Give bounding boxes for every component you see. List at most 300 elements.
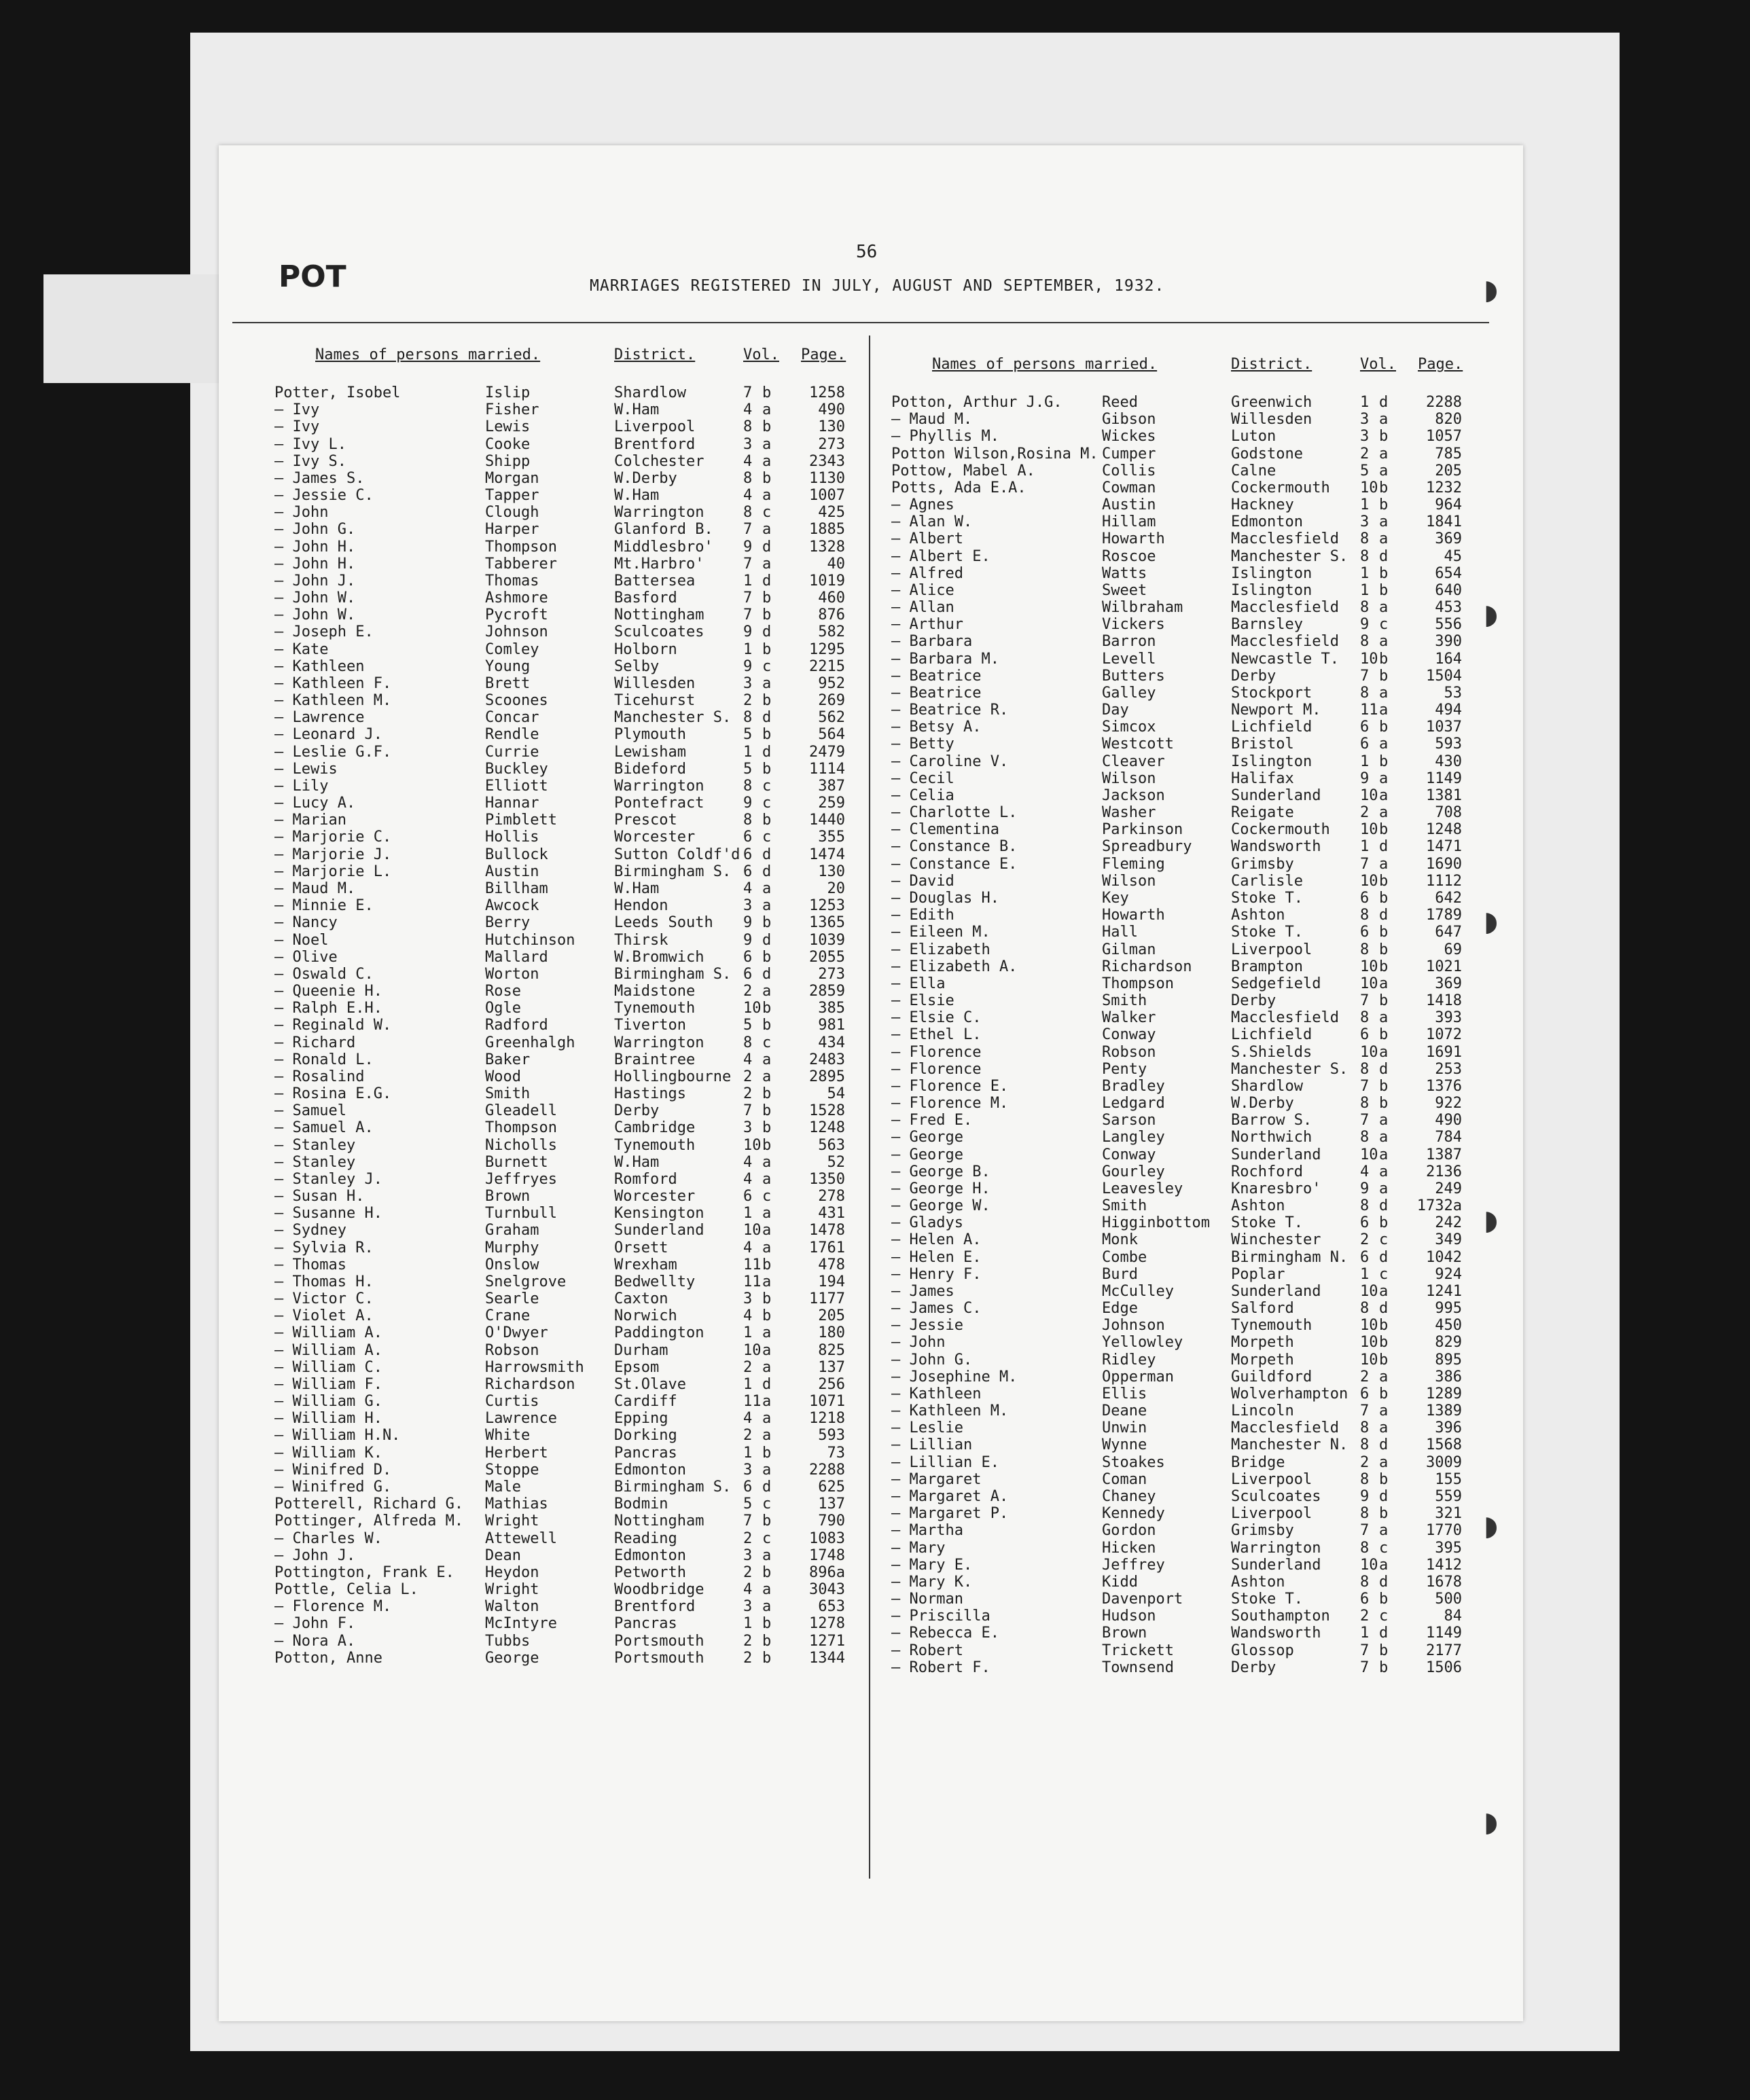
- table-row: [274, 1376, 872, 1393]
- entry-vol-letter: c: [762, 777, 772, 795]
- entry-district: Greenwich: [1231, 394, 1312, 411]
- entry-vol: 9: [1360, 1180, 1370, 1197]
- entry-name: — John H.: [274, 555, 356, 573]
- entry-spouse: McIntyre: [485, 1615, 557, 1633]
- entry-vol-letter: a: [762, 1324, 772, 1342]
- entry-spouse: Attewell: [485, 1529, 557, 1547]
- entry-vol-letter: b: [1379, 1095, 1389, 1112]
- entry-district: Glossop: [1231, 1642, 1294, 1659]
- entry-vol: 10: [1360, 1282, 1378, 1300]
- entry-page: 434: [818, 1034, 845, 1051]
- entry-vol: 3: [743, 1461, 753, 1479]
- entry-spouse: Kennedy: [1102, 1505, 1165, 1523]
- entry-name: — Rebecca E.: [891, 1625, 999, 1642]
- entry-name: — Reginald W.: [274, 1017, 392, 1034]
- entry-vol: 1: [1360, 581, 1370, 599]
- entry-vol: 6: [743, 948, 753, 966]
- entry-name: — Fred E.: [891, 1112, 973, 1129]
- entry-vol: 9: [1360, 616, 1370, 634]
- entry-spouse: Howarth: [1102, 530, 1165, 548]
- entry-spouse: Mallard: [485, 948, 548, 966]
- entry-vol-letter: c: [1379, 1231, 1389, 1249]
- entry-spouse: Reed: [1102, 394, 1138, 411]
- entry-page: 1083: [809, 1529, 845, 1547]
- entry-page: 430: [1435, 753, 1462, 770]
- entry-vol-letter: a: [1379, 736, 1389, 753]
- entry-vol-letter: b: [762, 1085, 772, 1103]
- entry-vol-letter: b: [762, 1290, 772, 1308]
- entry-vol-letter: b: [762, 726, 772, 744]
- entry-name: — William F.: [274, 1375, 382, 1393]
- entry-vol: 11: [743, 1393, 762, 1411]
- entry-spouse: Collis: [1102, 462, 1156, 479]
- entry-district: Macclesfield: [1231, 599, 1339, 617]
- entry-vol-letter: c: [762, 829, 772, 846]
- entry-vol-letter: d: [762, 965, 772, 983]
- table-row: [274, 1000, 872, 1017]
- entry-name: — William H.N.: [274, 1427, 401, 1445]
- entry-vol-letter: b: [1379, 1659, 1389, 1676]
- entry-name: — John G.: [274, 521, 356, 539]
- entry-district: Sunderland: [1231, 1282, 1321, 1300]
- entry-page: 1328: [809, 538, 845, 556]
- entry-spouse: Searle: [485, 1290, 539, 1308]
- entry-spouse: Stoppe: [485, 1461, 539, 1479]
- entry-name: — Florence M.: [891, 1095, 1009, 1112]
- entry-vol: 1: [743, 572, 753, 590]
- entry-vol: 4: [743, 1170, 753, 1188]
- entry-vol: 8: [1360, 1009, 1370, 1027]
- table-row: [274, 1102, 872, 1119]
- entry-district: Woodbridge: [614, 1581, 704, 1599]
- table-row: [274, 1547, 872, 1564]
- entry-name: — Victor C.: [274, 1290, 374, 1308]
- entry-vol: 10: [1360, 1146, 1378, 1163]
- entry-page: 84: [1444, 1608, 1462, 1625]
- index-code: POT: [279, 259, 346, 294]
- entry-page: 563: [818, 1136, 845, 1154]
- entry-district: Stockport: [1231, 684, 1312, 702]
- entry-vol: 10: [1360, 821, 1378, 839]
- entry-list: [891, 394, 1489, 1676]
- entry-vol: 7: [1360, 855, 1370, 873]
- entry-spouse: Thompson: [485, 1119, 557, 1137]
- header-vol: Vol.: [743, 346, 779, 363]
- entry-vol: 2: [1360, 1368, 1370, 1386]
- table-row: [274, 1034, 872, 1051]
- entry-name: — Kathleen F.: [274, 674, 392, 692]
- table-row: [891, 1488, 1489, 1505]
- entry-vol: 8: [743, 418, 753, 436]
- entry-page: 155: [1435, 1470, 1462, 1488]
- entry-page: 453: [1435, 599, 1462, 617]
- entry-vol-letter: d: [1379, 1436, 1389, 1454]
- entry-district: W.Ham: [614, 880, 660, 897]
- table-row: [891, 838, 1489, 855]
- entry-vol-letter: d: [762, 1375, 772, 1393]
- entry-page: 2288: [1426, 394, 1462, 411]
- entry-district: W.Derby: [614, 469, 677, 487]
- entry-name: — Margaret P.: [891, 1505, 1009, 1523]
- entry-page: 1789: [1426, 907, 1462, 924]
- entry-name: — Elsie: [891, 992, 954, 1010]
- entry-district: Sculcoates: [1231, 1488, 1321, 1505]
- entry-page: 259: [818, 795, 845, 812]
- entry-name: — Margaret A.: [891, 1488, 1009, 1505]
- entry-district: Shardlow: [1231, 1077, 1303, 1095]
- entry-vol-letter: d: [1379, 547, 1389, 565]
- entry-page: 1112: [1426, 872, 1462, 890]
- entry-page: 45: [1444, 547, 1462, 565]
- entry-name: — Douglas H.: [891, 889, 999, 907]
- entry-spouse: Worton: [485, 965, 539, 983]
- entry-vol: 3: [743, 674, 753, 692]
- entry-vol-letter: c: [1379, 616, 1389, 634]
- entry-name: — Ethel L.: [891, 1026, 982, 1044]
- entry-district: Battersea: [614, 572, 696, 590]
- entry-spouse: Coman: [1102, 1470, 1147, 1488]
- entry-page: 964: [1435, 496, 1462, 514]
- table-row: [274, 1017, 872, 1034]
- entry-district: Lewisham: [614, 743, 686, 761]
- table-row: [274, 1359, 872, 1376]
- entry-vol: 2: [743, 1529, 753, 1547]
- entry-vol-letter: c: [1379, 1608, 1389, 1625]
- entry-name: — Olive: [274, 948, 338, 966]
- entry-page: 1177: [809, 1290, 845, 1308]
- entry-name: — Robert F.: [891, 1659, 990, 1676]
- entry-district: Sedgefield: [1231, 975, 1321, 992]
- entry-district: Barrow S.: [1231, 1112, 1312, 1129]
- entry-spouse: Ledgard: [1102, 1095, 1165, 1112]
- table-row: [891, 1574, 1489, 1591]
- entry-vol-letter: b: [1379, 719, 1389, 736]
- entry-vol: 3: [743, 1290, 753, 1308]
- entry-vol: 1: [743, 1444, 753, 1462]
- entry-district: Manchester S.: [614, 709, 732, 727]
- table-row: [274, 1307, 872, 1324]
- entry-name: Pottow, Mabel A.: [891, 462, 1035, 479]
- entry-district: Hackney: [1231, 496, 1294, 514]
- table-row: [274, 658, 872, 675]
- entry-spouse: Chaney: [1102, 1488, 1156, 1505]
- entry-vol-letter: c: [1379, 1265, 1389, 1283]
- entry-vol-letter: d: [762, 743, 772, 761]
- entry-vol: 6: [1360, 1214, 1370, 1232]
- entry-vol-letter: c: [762, 504, 772, 522]
- entry-district: Derby: [614, 1102, 660, 1120]
- entry-page: 952: [818, 674, 845, 692]
- entry-spouse: Wood: [485, 1068, 521, 1085]
- entry-page: 1007: [809, 487, 845, 505]
- table-row: [891, 1163, 1489, 1180]
- entry-district: Ashton: [1231, 907, 1285, 924]
- entry-vol: 8: [743, 504, 753, 522]
- entry-vol: 9: [743, 538, 753, 556]
- entry-district: Tynemouth: [614, 1000, 696, 1017]
- entry-district: Epsom: [614, 1358, 660, 1376]
- entry-spouse: Awcock: [485, 897, 539, 915]
- entry-page: 242: [1435, 1214, 1462, 1232]
- table-row: [274, 914, 872, 931]
- entry-district: Warrington: [614, 504, 704, 522]
- entry-district: St.Olave: [614, 1375, 686, 1393]
- entry-vol-letter: a: [1379, 1453, 1389, 1471]
- entry-vol-letter: b: [762, 1615, 772, 1633]
- entry-district: Sunderland: [1231, 786, 1321, 804]
- entry-spouse: Hannar: [485, 795, 539, 812]
- entry-district: Guildford: [1231, 1368, 1312, 1386]
- entry-vol: 7: [743, 555, 753, 573]
- entry-page: 654: [1435, 564, 1462, 582]
- entry-name: — Nancy: [274, 914, 338, 932]
- entry-vol: 10: [743, 1000, 762, 1017]
- entry-vol: 10: [1360, 1317, 1378, 1335]
- entry-vol-letter: a: [1379, 1282, 1389, 1300]
- entry-district: Portsmouth: [614, 1649, 704, 1667]
- entry-vol: 8: [743, 812, 753, 829]
- entry-district: Hendon: [614, 897, 668, 915]
- entry-vol: 2: [1360, 1608, 1370, 1625]
- entry-spouse: Sarson: [1102, 1112, 1156, 1129]
- entry-vol-letter: a: [1379, 770, 1389, 787]
- entry-page: 1841: [1426, 513, 1462, 531]
- entry-spouse: Ogle: [485, 1000, 521, 1017]
- entry-vol-letter: c: [762, 1188, 772, 1206]
- entry-spouse: Herbert: [485, 1444, 548, 1462]
- punch-hole-icon: ◗: [1484, 274, 1499, 306]
- entry-district: Pancras: [614, 1615, 677, 1633]
- entry-vol-letter: b: [1379, 1505, 1389, 1523]
- entry-district: Birmingham N.: [1231, 1248, 1349, 1266]
- entry-vol-letter: a: [1379, 1043, 1389, 1061]
- table-row: [891, 1317, 1489, 1334]
- entry-name: — Barbara: [891, 633, 973, 651]
- entry-spouse: Bullock: [485, 846, 548, 863]
- entry-vol-letter: a: [1379, 633, 1389, 651]
- entry-name: — Edith: [891, 907, 954, 924]
- entry-spouse: Langley: [1102, 1129, 1165, 1146]
- entry-page: 1471: [1426, 838, 1462, 856]
- entry-vol-letter: b: [1379, 1077, 1389, 1095]
- entry-name: — Leslie G.F.: [274, 743, 392, 761]
- table-row: [891, 975, 1489, 992]
- entry-spouse: Ashmore: [485, 590, 548, 607]
- entry-district: Willesden: [1231, 411, 1312, 429]
- entry-vol: 2: [743, 1632, 753, 1650]
- entry-vol-letter: d: [1379, 1197, 1389, 1215]
- table-row: [891, 685, 1489, 702]
- entry-vol: 8: [1360, 1095, 1370, 1112]
- entry-name: — Ivy L.: [274, 435, 346, 453]
- entry-spouse: Dean: [485, 1546, 521, 1564]
- entry-district: Tynemouth: [1231, 1317, 1312, 1335]
- entry-page: 390: [1435, 633, 1462, 651]
- entry-page: 820: [1435, 411, 1462, 429]
- entry-name: — Elizabeth: [891, 941, 990, 958]
- entry-name: — Cecil: [891, 770, 954, 787]
- entry-district: Glanford B.: [614, 521, 713, 539]
- table-row: [891, 1129, 1489, 1146]
- entry-vol: 3: [1360, 411, 1370, 429]
- entry-name: — John: [891, 1334, 946, 1352]
- entry-vol: 10: [1360, 650, 1378, 668]
- entry-district: Reigate: [1231, 804, 1294, 822]
- entry-vol: 8: [1360, 1419, 1370, 1437]
- entry-name: Pottle, Celia L.: [274, 1581, 418, 1599]
- table-row: [891, 856, 1489, 873]
- entry-spouse: Vickers: [1102, 616, 1165, 634]
- header-district: District.: [614, 346, 696, 363]
- entry-district: Rochford: [1231, 1163, 1303, 1180]
- entry-name: — James S.: [274, 469, 365, 487]
- entry-vol-letter: d: [1379, 394, 1389, 411]
- entry-spouse: Male: [485, 1479, 521, 1496]
- punch-hole-icon: ◗: [1484, 1807, 1499, 1838]
- entry-spouse: Morgan: [485, 469, 539, 487]
- entry-name: — Florence E.: [891, 1077, 1009, 1095]
- entry-name: — Winifred D.: [274, 1461, 392, 1479]
- entry-spouse: Tubbs: [485, 1632, 531, 1650]
- entry-vol-letter: b: [762, 948, 772, 966]
- entry-vol-letter: a: [762, 1239, 772, 1256]
- entry-vol-letter: a: [762, 1051, 772, 1068]
- entry-spouse: Johnson: [485, 623, 548, 641]
- entry-vol: 7: [743, 1102, 753, 1120]
- entry-name: Potterell, Richard G.: [274, 1496, 464, 1513]
- entry-vol-letter: b: [1379, 1351, 1389, 1369]
- entry-vol: 2: [743, 1563, 753, 1581]
- table-row: [274, 829, 872, 846]
- entry-vol-letter: d: [1379, 1248, 1389, 1266]
- entry-vol-letter: d: [1379, 1300, 1389, 1318]
- entry-spouse: Roscoe: [1102, 547, 1156, 565]
- entry-spouse: Spreadbury: [1102, 838, 1192, 856]
- table-row: [891, 873, 1489, 890]
- table-row: [274, 692, 872, 709]
- entry-vol: 3: [1360, 513, 1370, 531]
- entry-district: Durham: [614, 1341, 668, 1359]
- entry-spouse: Gleadell: [485, 1102, 557, 1120]
- entry-spouse: Jeffrey: [1102, 1556, 1165, 1574]
- entry-spouse: George: [485, 1649, 539, 1667]
- entry-district: Islington: [1231, 581, 1312, 599]
- table-row: [891, 1061, 1489, 1078]
- entry-district: Cockermouth: [1231, 821, 1330, 839]
- entry-name: — William K.: [274, 1444, 382, 1462]
- entry-name: — Alfred: [891, 564, 963, 582]
- entry-vol: 2: [743, 1427, 753, 1445]
- entry-vol-letter: d: [762, 709, 772, 727]
- table-row: [891, 1352, 1489, 1369]
- entry-spouse: Walton: [485, 1598, 539, 1616]
- entry-spouse: Jeffryes: [485, 1170, 557, 1188]
- entry-vol-letter: a: [1379, 530, 1389, 548]
- table-row: [274, 607, 872, 623]
- entry-spouse: Opperman: [1102, 1368, 1174, 1386]
- entry-district: Bodmin: [614, 1496, 668, 1513]
- entry-vol-letter: a: [762, 555, 772, 573]
- entry-vol: 1: [743, 1375, 753, 1393]
- table-row: [891, 1505, 1489, 1522]
- table-row: [274, 1342, 872, 1359]
- entry-vol: 4: [743, 487, 753, 505]
- entry-vol: 3: [743, 1598, 753, 1616]
- entry-name: — Constance E.: [891, 855, 1018, 873]
- entry-vol-letter: b: [762, 607, 772, 624]
- entry-district: Thirsk: [614, 931, 668, 949]
- entry-district: Wandsworth: [1231, 1625, 1321, 1642]
- entry-vol: 10: [1360, 479, 1378, 496]
- entry-vol: 4: [1360, 1163, 1370, 1180]
- entry-page: 2343: [809, 452, 845, 470]
- table-row: [891, 548, 1489, 565]
- entry-district: Macclesfield: [1231, 1009, 1339, 1027]
- entry-page: 556: [1435, 616, 1462, 634]
- entry-vol: 3: [743, 897, 753, 915]
- entry-vol-letter: d: [762, 572, 772, 590]
- entry-spouse: Yellowley: [1102, 1334, 1183, 1352]
- entry-district: W.Ham: [614, 487, 660, 505]
- entry-vol-letter: b: [762, 812, 772, 829]
- entry-district: Pancras: [614, 1444, 677, 1462]
- table-row: [274, 1650, 872, 1667]
- entry-district: Bedwellty: [614, 1273, 696, 1290]
- entry-vol-letter: d: [762, 623, 772, 641]
- entry-vol-letter: b: [1379, 872, 1389, 890]
- entry-vol-letter: c: [1379, 1539, 1389, 1557]
- table-row: [274, 1633, 872, 1650]
- entry-vol: 1: [1360, 496, 1370, 514]
- entry-vol-letter: b: [1379, 650, 1389, 668]
- entry-spouse: Butters: [1102, 667, 1165, 685]
- entry-vol: 10: [1360, 872, 1378, 890]
- entry-name: — Nora A.: [274, 1632, 356, 1650]
- entry-name: — Albert E.: [891, 547, 990, 565]
- entry-spouse: Rose: [485, 983, 521, 1000]
- entry-spouse: Young: [485, 657, 531, 675]
- entry-district: Ticehurst: [614, 692, 696, 710]
- table-row: [274, 761, 872, 778]
- entry-vol-letter: d: [1379, 1573, 1389, 1591]
- entry-spouse: Elliott: [485, 777, 548, 795]
- entry-vol: 5: [743, 1017, 753, 1034]
- entry-spouse: Shipp: [485, 452, 531, 470]
- entry-page: 1019: [809, 572, 845, 590]
- entry-page: 3043: [809, 1581, 845, 1599]
- entry-name: — Florence: [891, 1043, 982, 1061]
- entry-vol: 6: [1360, 736, 1370, 753]
- entry-vol-letter: d: [762, 863, 772, 880]
- entry-vol-letter: a: [1379, 411, 1389, 429]
- table-row: [891, 616, 1489, 633]
- entry-vol: 7: [743, 590, 753, 607]
- entry-page: 253: [1435, 1060, 1462, 1078]
- entry-spouse: White: [485, 1427, 531, 1445]
- entry-district: Worcester: [614, 1188, 696, 1206]
- table-row: [891, 1386, 1489, 1402]
- entry-name: — Noel: [274, 931, 329, 949]
- entry-spouse: Johnson: [1102, 1317, 1165, 1335]
- entry-district: Warrington: [1231, 1539, 1321, 1557]
- register-page: [219, 145, 1523, 2021]
- table-row: [274, 675, 872, 692]
- entry-vol: 10: [1360, 1556, 1378, 1574]
- entry-district: Birmingham S.: [614, 1479, 732, 1496]
- table-row: [891, 1334, 1489, 1351]
- entry-vol-letter: b: [1379, 924, 1389, 941]
- entry-vol-letter: d: [1379, 838, 1389, 856]
